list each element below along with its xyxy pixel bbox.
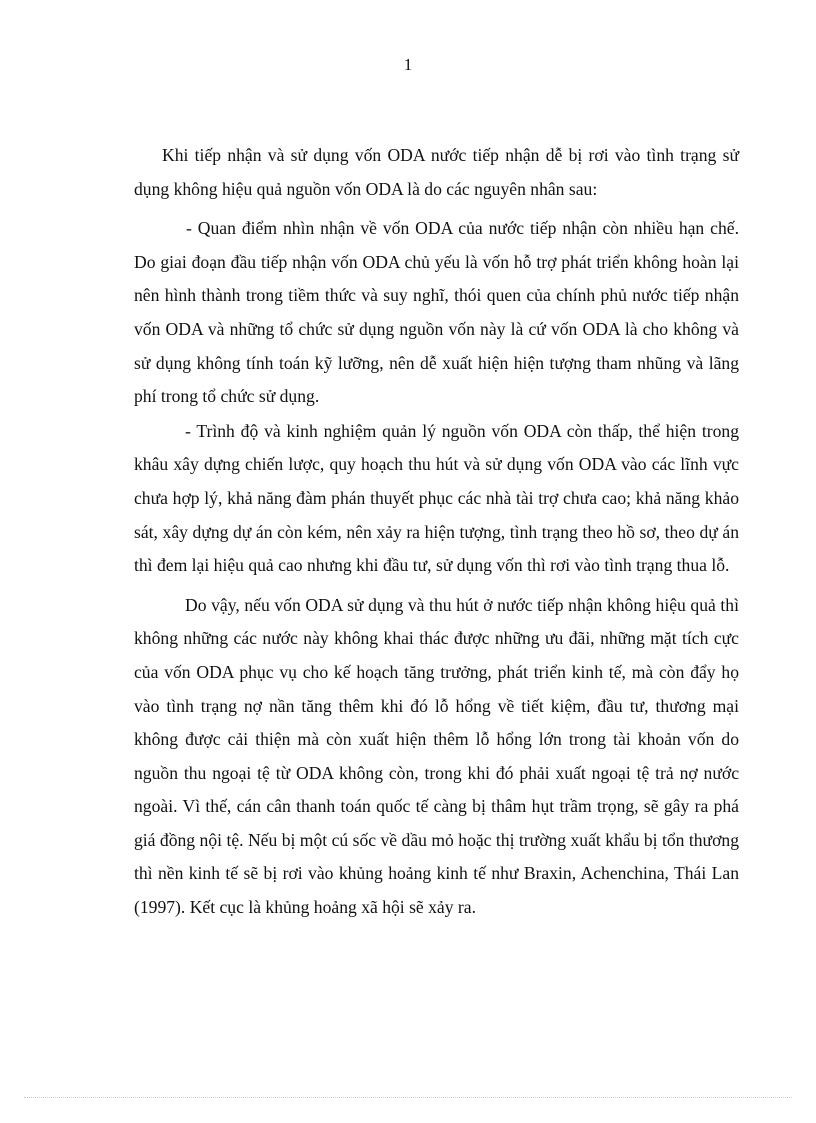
footer-divider [24,1097,792,1098]
page-number: 1 [403,55,413,74]
paragraph-consequences: Do vậy, nếu vốn ODA sử dụng và thu hút ở nước tiếp nhận không hiệu quả thì không những các nước này không khai thác được những ưu đãi, những mặt tích cực của vốn ODA phục vụ cho kế hoạch tăng trưởng, phát triển kinh tế, mà còn đẩy họ vào tình trạng nợ nần tăng thêm khi đó lỗ hổng về tiết kiệm, đầu tư, thương mại không được cải thiện mà còn xuất hiện thêm lỗ hổng lớn trong tài khoản vốn do nguồn thu ngoại tệ từ ODA không còn, trong khi đó phải xuất ngoại tệ trả nợ nước ngoài. Vì thế, cán cân thanh toán quốc tế càng bị thâm hụt trầm trọng, sẽ gây ra phá giá đồng nội tệ. Nếu bị một cú sốc về dầu mỏ hoặc thị trường xuất khẩu bị tổn thương thì nền kinh tế sẽ bị rơi vào khủng hoảng kinh tế như Braxin, Achenchina, Thái Lan (1997). Kết cục là khủng hoảng xã hội sẽ xảy ra. [134,594,739,918]
paragraph-cause-viewpoint: - Quan điểm nhìn nhận về vốn ODA của nước tiếp nhận còn nhiều hạn chế. Do giai đoạn đầu tiếp nhận vốn ODA chủ yếu là vốn hỗ trợ phát triển không hoàn lại nên hình thành trong tiềm thức và suy nghĩ, thói quen của chính phủ nước tiếp nhận vốn ODA và những tổ chức sử dụng nguồn vốn này là cứ vốn ODA là cho không và sử dụng không tính toán kỹ lưỡng, nên dễ xuất hiện hiện tượng tham nhũng và lãng phí trong tổ chức sử dụng. [134,218,739,407]
document-body [134,139,739,925]
paragraph-intro: Khi tiếp nhận và sử dụng vốn ODA nước tiếp nhận dễ bị rơi vào tình trạng sử dụng không hiệu quả nguồn vốn ODA là do các nguyên nhân sau: [134,145,739,199]
paragraph-cause-management: - Trình độ và kinh nghiệm quản lý nguồn vốn ODA còn thấp, thể hiện trong khâu xây dựng chiến lược, quy hoạch thu hút và sử dụng vốn ODA vào các lĩnh vực chưa hợp lý, khả năng đàm phán thuyết phục các nhà tài trợ chưa cao; khả năng khảo sát, xây dựng dự án còn kém, nên xảy ra hiện tượng, tình trạng theo hồ sơ, theo dự án thì đem lại hiệu quả cao nhưng khi đầu tư, sử dụng vốn thì rơi vào tình trạng thua lỗ. [134,420,739,576]
